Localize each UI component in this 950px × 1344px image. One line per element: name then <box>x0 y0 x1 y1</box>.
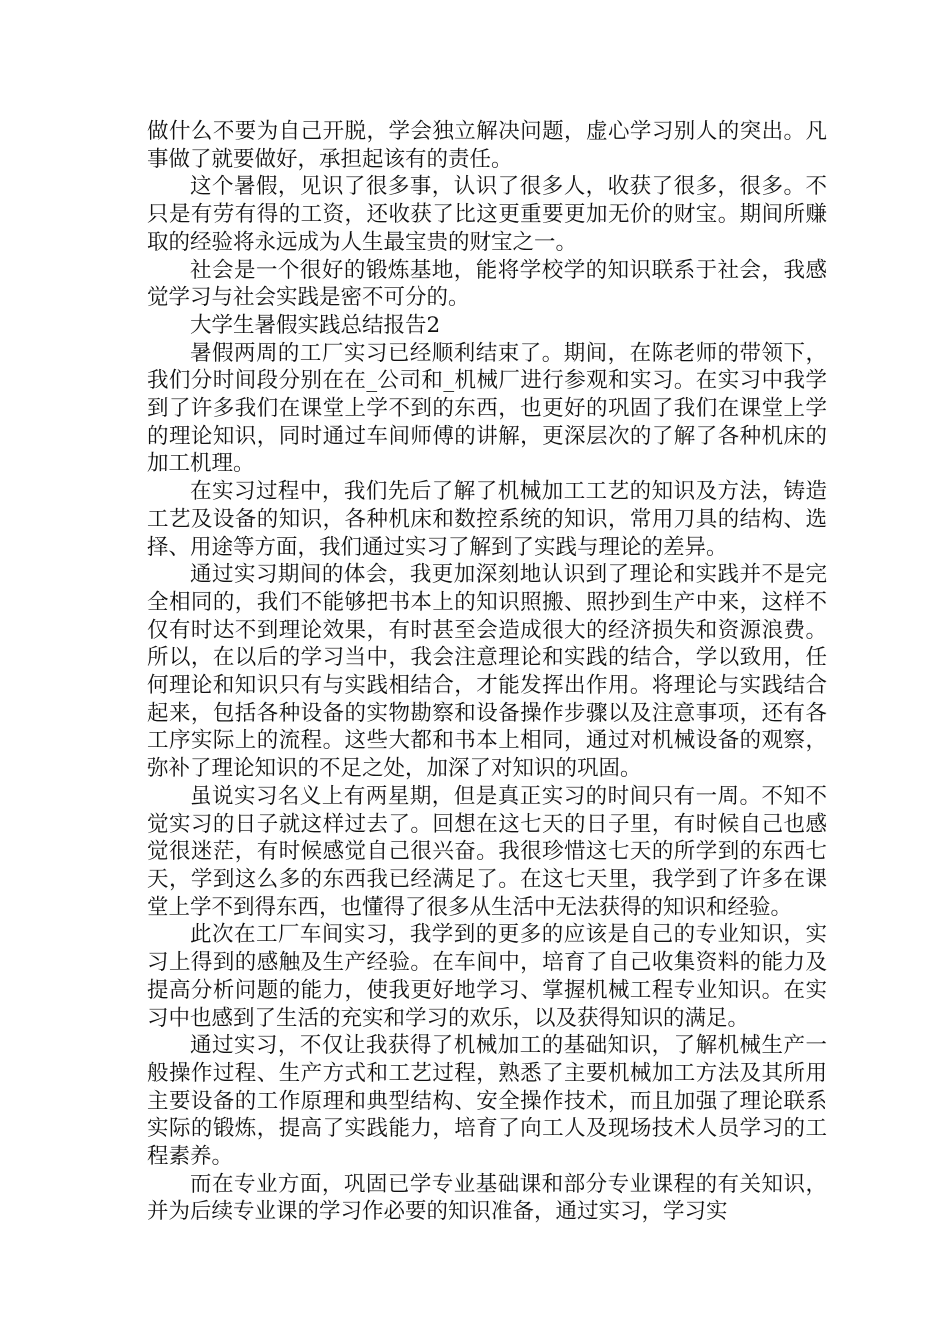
paragraph: 通过实习，不仅让我获得了机械加工的基础知识，了解机械生产一般操作过程、生产方式和工艺过程，熟悉了主要机械加工方法及其所用主要设备的工作原理和典型结构、安全操作技术，而且加强了理论联系实际的锻炼，提高了实践能力，培育了向工人及现场技术人员学习的工程素养。 <box>147 1033 827 1170</box>
paragraph: 此次在工厂车间实习，我学到的更多的应该是自己的专业知识，实习上得到的感触及生产经验。在车间中，培育了自己收集资料的能力及提高分析问题的能力，使我更好地学习、掌握机械工程专业知识。在实习中也感到了生活的充实和学习的欢乐，以及获得知识的满足。 <box>147 922 827 1031</box>
paragraph: 在实习过程中，我们先后了解了机械加工工艺的知识及方法，铸造工艺及设备的知识，各种机床和数控系统的知识，常用刀具的结构、选择、用途等方面，我们通过实习了解到了实践与理论的差异。 <box>147 479 827 560</box>
paragraph: 而在专业方面，巩固已学专业基础课和部分专业课程的有关知识，并为后续专业课的学习作必要的知识准备，通过实习，学习实 <box>147 1171 827 1225</box>
section-heading: 大学生暑假实践总结报告2 <box>190 312 441 338</box>
paragraph: 做什么不要为自己开脱，学会独立解决问题，虚心学习别人的突出。凡事做了就要做好，承担起该有的责任。 <box>147 119 827 172</box>
paragraph: 这个暑假，见识了很多事，认识了很多人，收获了很多，很多。不只是有劳有得的工资，还收获了比这更重要更加无价的财宝。期间所赚取的经验将永远成为人生最宝贵的财宝之一。 <box>147 174 827 255</box>
document-body <box>147 118 827 1226</box>
paragraph: 虽说实习名义上有两星期，但是真正实习的时间只有一周。不知不觉实习的日子就这样过去了。回想在这七天的日子里，有时候自己也感觉很迷茫，有时候感觉自己很兴奋。我很珍惜这七天的所学到的东西七天，学到这么多的东西我已经满足了。在这七天里，我学到了许多在课堂上学不到得东西，也懂得了很多从生活中无法获得的知识和经验。 <box>147 783 827 920</box>
paragraph: 通过实习期间的体会，我更加深刻地认识到了理论和实践并不是完全相同的，我们不能够把书本上的知识照搬、照抄到生产中来，这样不仅有时达不到理论效果，有时甚至会造成很大的经济损失和资源浪费。所以，在以后的学习当中，我会注意理论和实践的结合，学以致用，任何理论和知识只有与实践相结合，才能发挥出作用。将理论与实践结合起来，包括各种设备的实物勘察和设备操作步骤以及注意事项，还有各工序实际上的流程。这些大都和书本上相同，通过对机械设备的观察，弥补了理论知识的不足之处，加深了对知识的巩固。 <box>147 562 827 782</box>
paragraph: 暑假两周的工厂实习已经顺利结束了。期间，在陈老师的带领下，我们分时间段分别在在_公司和_机械厂进行参观和实习。在实习中我学到了许多我们在课堂上学不到的东西，也更好的巩固了我们在课堂上学的理论知识，同时通过车间师傅的讲解，更深层次的了解了各种机床的加工机理。 <box>147 340 827 477</box>
paragraph: 社会是一个很好的锻炼基地，能将学校学的知识联系于社会，我感觉学习与社会实践是密不可分的。 <box>147 257 827 311</box>
